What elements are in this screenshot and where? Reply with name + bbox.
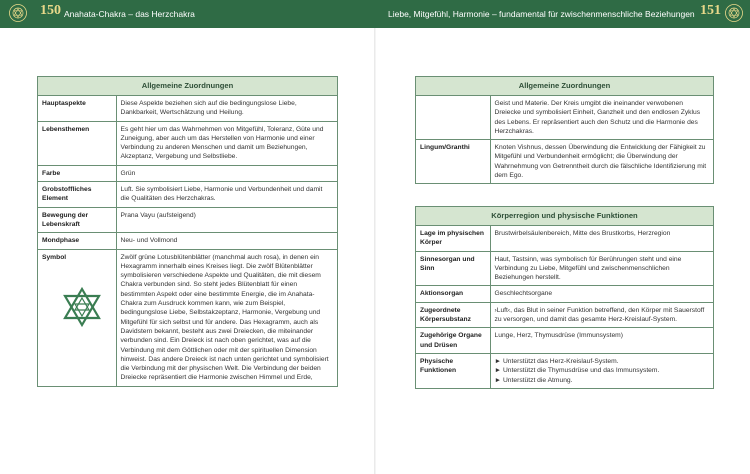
row-key: Lage im physischen Körper	[416, 226, 490, 251]
row-value: Prana Vayu (aufsteigend)	[116, 207, 337, 233]
row-value: Es geht hier um das Wahrnehmen von Mitgefühl, Toleranz, Güte und Zuneigung, aber auch um das Herstellen von Harmonie und einer Verbindung zu anderen Menschen und damit um Beziehungen, Akzeptanz, Vergebung und Selbstliebe.	[116, 121, 337, 165]
table-row	[38, 165, 337, 181]
book-gutter	[374, 28, 376, 474]
row-key: Lingum/Granthi	[416, 140, 490, 184]
body-functions-table	[415, 206, 714, 389]
row-value: Diese Aspekte beziehen sich auf die bedingungslose Liebe, Dankbarkeit, Wertschätzung und Heilung.	[120, 100, 297, 117]
chakra-emblem-icon	[724, 3, 744, 23]
table-row	[38, 233, 337, 249]
row-value: Haut, Tastsinn, was symbolisch für Berührungen steht und eine Verbindung zu Liebe, Mitgefühl und zwischenmenschlichen Beziehungen herstellt.	[490, 251, 713, 286]
row-value: Knoten Vishnus, dessen Überwindung die Entwicklung der Fähigkeit zu Mitgefühl und Verbundenheit ermöglicht; die Überwindung der Wahrnehmung von Getrenntheit durch die fälschliche Identifizierung mit dem Ego.	[490, 140, 713, 184]
right-assignments-table	[415, 76, 714, 184]
table-row	[416, 286, 713, 302]
table-row	[416, 226, 713, 251]
row-key: Symbol	[42, 253, 67, 261]
row-value: Lunge, Herz, Thymusdrüse (Immunsystem)	[490, 328, 713, 354]
row-value: Luft. Sie symbolisiert Liebe, Harmonie und Verbundenheit und damit die Qualitäten des Herzchakras.	[116, 182, 337, 208]
table-row	[38, 249, 337, 386]
row-key: Sinnesorgan und Sinn	[416, 251, 490, 286]
table-row	[416, 353, 713, 387]
right-running-title: Liebe, Mitgefühl, Harmonie – fundamental für zwischenmenschliche Beziehungen	[388, 9, 695, 19]
row-value: Geschlechtsorgane	[490, 286, 713, 302]
row-key: Zugehörige Organe und Drüsen	[416, 328, 490, 354]
row-key: Physische Funktionen	[416, 353, 490, 387]
row-key: Mondphase	[38, 233, 116, 249]
row-key: Aktionsorgan	[416, 286, 490, 302]
row-key: Farbe	[38, 165, 116, 181]
row-key: Lebensthemen	[38, 121, 116, 165]
left-assignments-table	[37, 76, 338, 387]
table-row	[416, 140, 713, 184]
anahata-hexagram-icon	[62, 286, 102, 328]
row-value: Grün	[116, 165, 337, 181]
table-row	[38, 182, 337, 208]
table-row	[416, 251, 713, 286]
left-page-number: 150	[40, 3, 61, 18]
row-value: Zwölf grüne Lotusblütenblätter (manchmal auch rosa), in denen ein Hexagramm innerhalb eines Kreises liegt. Die zwölf Blütenblätter symbolisieren verschiedene Aspekte und Qualitäten, die mit diesem Chakra verbunden sind. So steht jedes Blütenblatt für einen bestimmten Aspekt oder eine bestimmte Energie, die im Anahata-Chakra zum Ausdruck kommen kann, wie zum Beispiel, bedingungslose Liebe, Selbstakzeptanz, Harmonie, Vergebung und Mitgefühl für sich selbst und für andere. Das Hexagramm, auch als Davidstern bekannt, besteht aus zwei Dreiecken, die miteinander verbunden sind. Ein Dreieck ist nach oben gerichtet, was auf die Verbindung mit dem Göttlichen oder mit der spirituellen Dimension hinweist. Das andere Dreieck ist nach unten gerichtet und symbolisiert die Verbindung mit der physischen Welt. Die Verbindung der beiden Dreiecke repräsentiert die Harmonie zwischen Himmel und Erde,	[116, 249, 337, 386]
row-key: Grobstoffliches Element	[38, 182, 116, 208]
table-row	[38, 121, 337, 165]
row-key-cell	[38, 249, 116, 386]
row-value: Brustwirbelsäulenbereich, Mitte des Brustkorbs, Herzregion	[494, 230, 671, 237]
table-row	[416, 328, 713, 354]
row-key: Bewegung der Lebenskraft	[38, 207, 116, 233]
left-running-title: Anahata-Chakra – das Herzchakra	[64, 9, 195, 19]
list-item: ► Unterstützt das Herz-Kreislauf-System.	[494, 357, 619, 365]
chakra-emblem-icon	[8, 3, 28, 23]
table-row	[416, 302, 713, 328]
right-page-number: 151	[700, 3, 721, 18]
table-title: Körperregion und physische Funktionen	[416, 207, 713, 226]
row-key: Hauptaspekte	[38, 96, 116, 121]
bullet-list	[490, 353, 713, 387]
table-row	[38, 96, 337, 121]
table-row	[416, 96, 713, 140]
row-key	[416, 96, 490, 140]
row-value: Neu- und Vollmond	[116, 233, 337, 249]
list-item: ► Unterstützt die Atmung.	[494, 376, 573, 384]
table-title: Allgemeine Zuordnungen	[38, 77, 337, 96]
table-row	[38, 207, 337, 233]
row-value: ›Luft‹, das Blut in seiner Funktion betreffend, den Körper mit Sauerstoff zu versorgen, und damit das gesamte Herz-Kreislauf-System.	[490, 302, 713, 328]
row-value: Geist und Materie. Der Kreis umgibt die ineinander verwobenen Dreiecke und symbolisiert Einheit, Ganzheit und den endlosen Zyklus des Lebens. Er repräsentiert auch den Schutz und die Harmonie des Herzchakras.	[494, 100, 701, 135]
table-title: Allgemeine Zuordnungen	[416, 77, 713, 96]
row-key: Zugeordnete Körpersubstanz	[416, 302, 490, 328]
list-item: ► Unterstützt die Thymusdrüse und das Immunsystem.	[494, 367, 660, 375]
header-bar	[0, 0, 750, 28]
